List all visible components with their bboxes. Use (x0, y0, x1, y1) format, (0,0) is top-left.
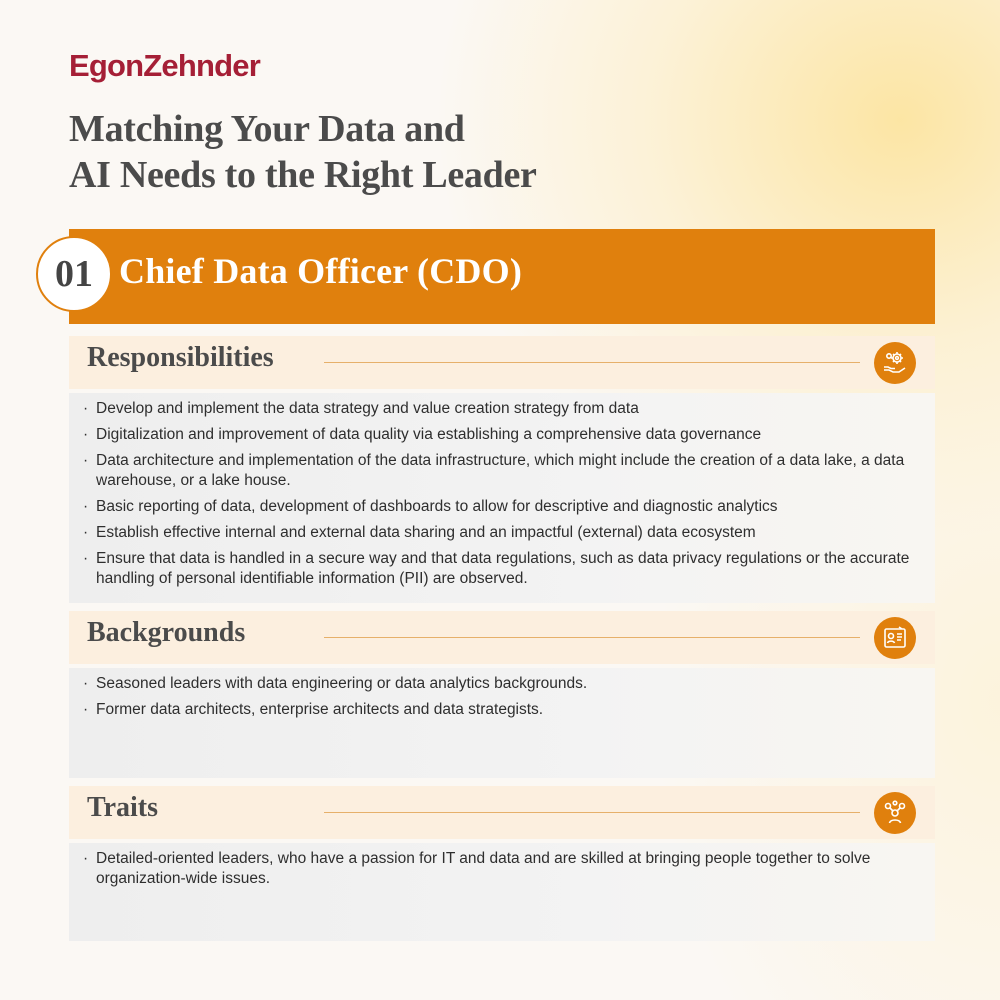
bullet: · (83, 850, 89, 867)
role-number: 01 (55, 253, 93, 295)
list-item-text: Former data architects, enterprise architects and data strategists. (96, 701, 544, 718)
list-item (83, 425, 915, 445)
egon-zehnder-logo: EgonZehnder (69, 48, 260, 83)
list-item (83, 849, 915, 889)
page-title-line-2: AI Needs to the Right Leader (69, 154, 537, 196)
section-divider (324, 812, 860, 813)
list-item-text: Establish effective internal and external data sharing and an impactful (external) data ecosystem (96, 524, 756, 541)
profile-document-icon (874, 617, 916, 659)
section-header-backgrounds (69, 611, 935, 664)
bullet: · (83, 452, 89, 469)
list-item-text: Develop and implement the data strategy and value creation strategy from data (96, 400, 639, 417)
list-item (83, 497, 915, 517)
section-body-traits (69, 843, 935, 941)
list-item (83, 674, 915, 694)
bullet: · (83, 498, 89, 515)
list-item (83, 700, 915, 720)
page-title (69, 106, 689, 198)
leader-ideas-icon (874, 792, 916, 834)
gear-hand-icon (874, 342, 916, 384)
section-title: Backgrounds (87, 617, 246, 648)
list-item-text: Ensure that data is handled in a secure way and that data regulations, such as data privacy regulations or the accurate handling of personal identifiable information (PII) are observed. (96, 550, 910, 587)
bullet: · (83, 550, 89, 567)
bullet: · (83, 400, 89, 417)
bullet: · (83, 524, 89, 541)
bullet: · (83, 426, 89, 443)
list-item-text: Detailed-oriented leaders, who have a passion for IT and data and are skilled at bringing people together to solve organization-wide issues. (96, 850, 871, 887)
section-title: Traits (87, 792, 159, 823)
list-item (83, 399, 915, 419)
section-header-traits (69, 786, 935, 839)
list-item-text: Seasoned leaders with data engineering or data analytics backgrounds. (96, 675, 588, 692)
section-body-responsibilities (69, 393, 935, 603)
section-body-backgrounds (69, 668, 935, 778)
list-item (83, 523, 915, 543)
list-item-text: Digitalization and improvement of data quality via establishing a comprehensive data governance (96, 426, 762, 443)
section-header-responsibilities (69, 336, 935, 389)
role-number-badge (36, 236, 112, 312)
list-item (83, 451, 915, 491)
role-title: Chief Data Officer (CDO) (119, 251, 523, 291)
section-divider (324, 637, 860, 638)
bullet: · (83, 701, 89, 718)
list-item (83, 549, 915, 589)
page-title-line-1: Matching Your Data and (69, 108, 465, 150)
bullet: · (83, 675, 89, 692)
section-title: Responsibilities (87, 342, 274, 373)
list-item-text: Basic reporting of data, development of dashboards to allow for descriptive and diagnostic analytics (96, 498, 778, 515)
section-divider (324, 362, 860, 363)
list-item-text: Data architecture and implementation of the data infrastructure, which might include the creation of a data lake, a data warehouse, or a lake house. (96, 452, 905, 489)
